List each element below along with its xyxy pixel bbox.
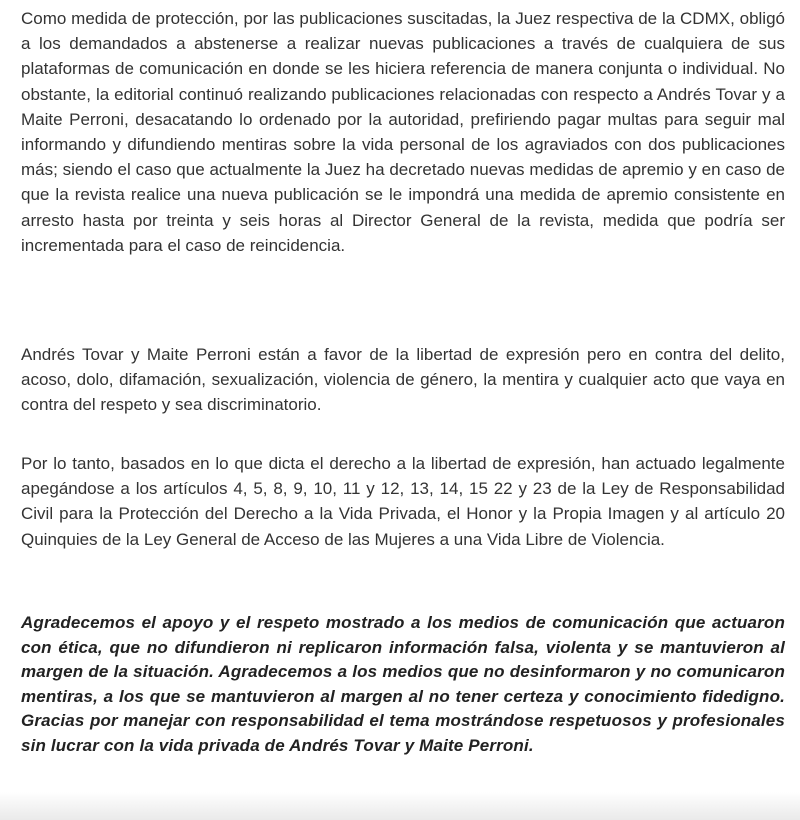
paragraph-court-order: Como medida de protección, por las publicaciones suscitadas, la Juez respectiva de la CDMX, obligó a los demandados a abstenerse a realizar nuevas publicaciones a través de cualquiera de sus plataformas de comunicación en donde se les hiciera referencia de manera conjunta o individual. No obstante, la editorial continuó realizando publicaciones relacionadas con respecto a Andrés Tovar y a Maite Perroni, desacatando lo ordenado por la autoridad, prefiriendo pagar multas para seguir mal informando y difundiendo mentiras sobre la vida personal de los agraviados con dos publicaciones más; siendo el caso que actualmente la Juez ha decretado nuevas medidas de apremio y en caso de que la revista realice una nueva publicación se le impondrá una medida de apremio consistente en arresto hasta por treinta y seis horas al Director General de la revista, medida que podría ser incrementada para el caso de reincidencia. [21, 9, 785, 255]
article-body [21, 6, 785, 755]
paragraph-freedom-of-expression: Andrés Tovar y Maite Perroni están a favor de la libertad de expresión pero en contra del delito, acoso, dolo, difamación, sexualización, violencia de género, la mentira y cualquier acto que vaya en contra del respeto y sea discriminatorio. [21, 345, 785, 415]
paragraph-legal-basis: Por lo tanto, basados en lo que dicta el derecho a la libertad de expresión, han actuado legalmente apegándose a los artículos 4, 5, 8, 9, 10, 11 y 12, 13, 14, 15 22 y 23 de la Ley de Responsabilidad Civil para la Protección del Derecho a la Vida Privada, el Honor y la Propia Imagen y al artículo 20 Quinquies de la Ley General de Acceso de las Mujeres a una Vida Libre de Violencia. [21, 454, 785, 549]
paragraph-acknowledgement: Agradecemos el apoyo y el respeto mostrado a los medios de comunicación que actuaron con ética, que no difundieron ni replicaron información falsa, violenta y se mantuvieron al margen de la situación. Agradecemos a los medios que no desinformaron y no comunicaron mentiras, a los que se mantuvieron al margen al no tener certeza y conocimiento fidedigno. Gracias por manejar con responsabilidad el tema mostrándose respetuosos y profesionales sin lucrar con la vida privada de Andrés Tovar y Maite Perroni. [21, 613, 785, 755]
bottom-edge-shadow [0, 792, 800, 820]
